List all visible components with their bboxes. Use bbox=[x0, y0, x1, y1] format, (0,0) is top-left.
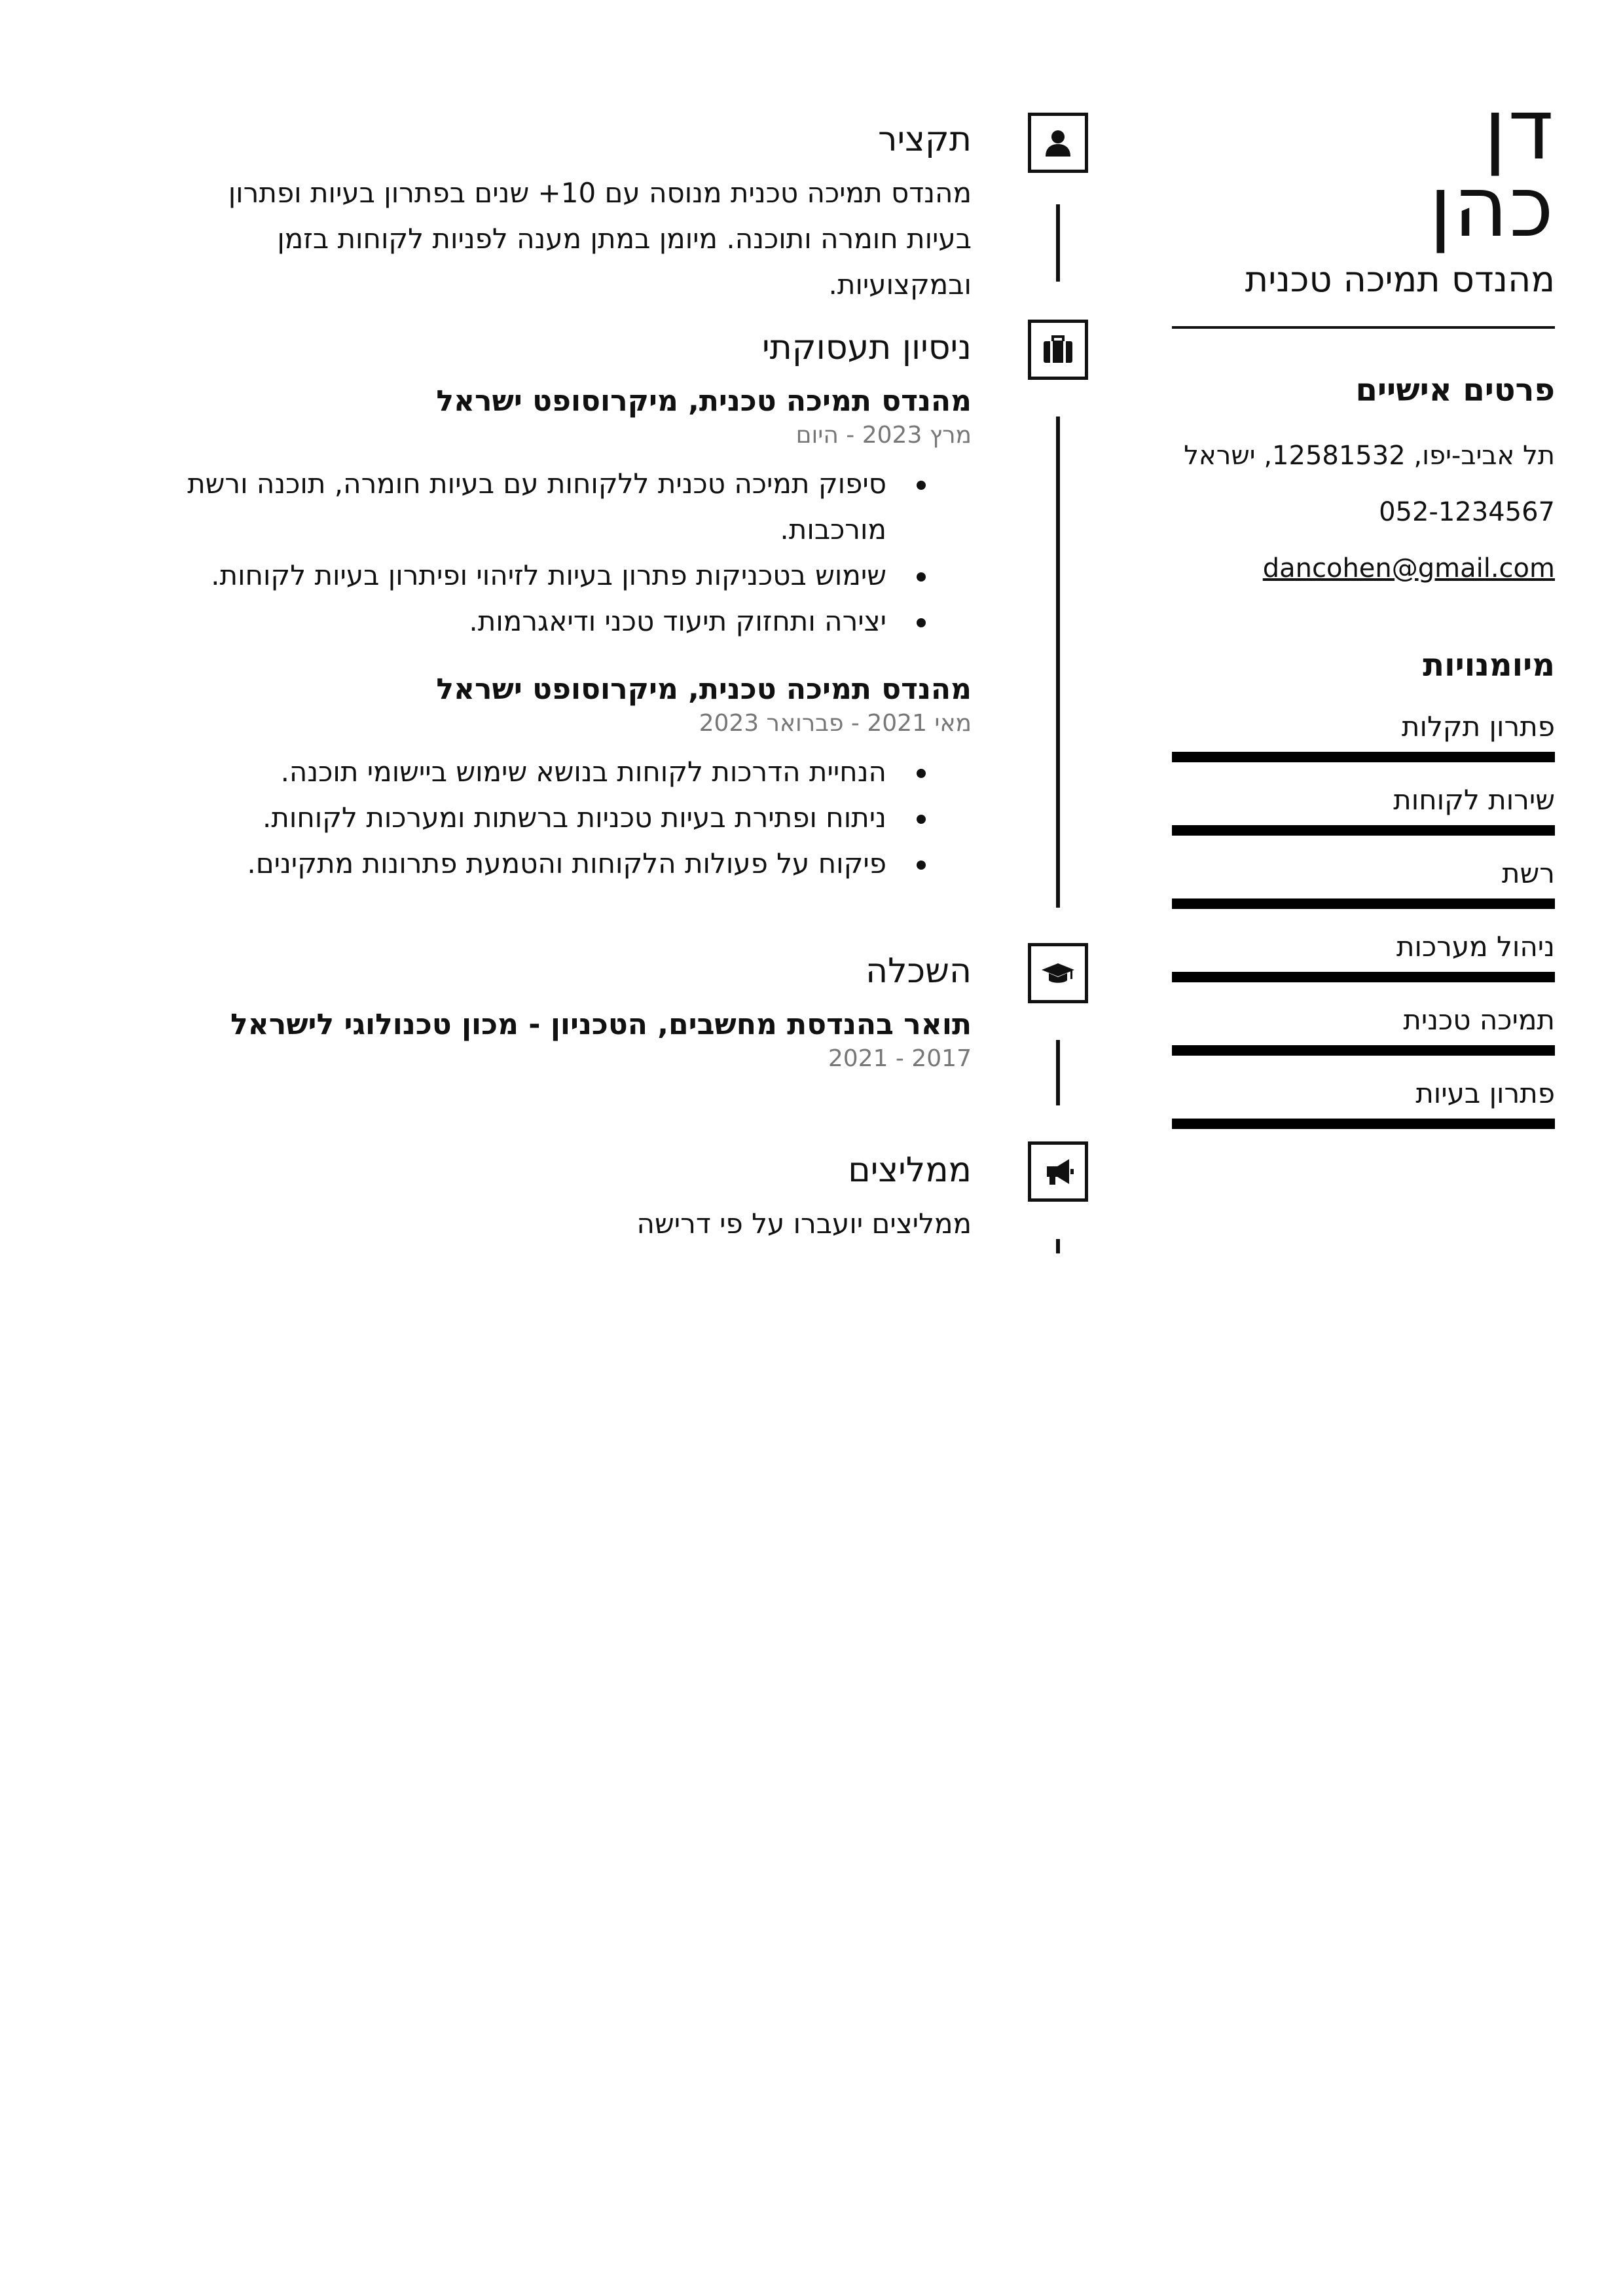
experience-section bbox=[160, 325, 972, 887]
education-title: השכלה bbox=[866, 952, 972, 991]
divider bbox=[1172, 326, 1555, 329]
graduation-cap-icon bbox=[1028, 943, 1088, 1003]
skills-heading: מיומנויות bbox=[1423, 647, 1555, 684]
candidate-name bbox=[1172, 81, 1555, 256]
references-section bbox=[160, 1147, 972, 1247]
skill-level-fill bbox=[1172, 972, 1555, 982]
job-bullets bbox=[160, 461, 972, 644]
summary-text: מהנדס תמיכה טכנית מנוסה עם 10+ שנים בפתרון בעיות ופתרון בעיות חומרה ותוכנה. מיומן במתן מענה לפניות לקוחות בזמן ובמקצועיות. bbox=[228, 177, 972, 301]
sidebar bbox=[1172, 81, 1555, 1129]
job-dates: מרץ 2023 - היום bbox=[795, 422, 972, 449]
skill-label: שירות לקוחות bbox=[1393, 784, 1555, 816]
skill-level-bar bbox=[1172, 825, 1555, 836]
skill-level-fill bbox=[1172, 1045, 1555, 1056]
megaphone-icon bbox=[1028, 1141, 1088, 1202]
references-text: ממליצים יועברו על פי דרישה bbox=[636, 1208, 972, 1240]
skill-level-fill bbox=[1172, 752, 1555, 762]
summary-section bbox=[160, 117, 972, 308]
job-bullet: יצירה ותחזוק תיעוד טכני ודיאגרמות. bbox=[160, 599, 886, 644]
skill-item bbox=[1172, 929, 1555, 982]
skill-level-bar bbox=[1172, 752, 1555, 762]
education-entry bbox=[160, 1006, 972, 1074]
job-bullet: הנחיית הדרכות לקוחות בנושא שימוש ביישומי תוכנה. bbox=[160, 749, 886, 795]
last-name: כהן bbox=[1429, 158, 1555, 256]
skill-level-fill bbox=[1172, 898, 1555, 909]
personal-details-heading: פרטים אישיים bbox=[1355, 372, 1555, 409]
job-title: מהנדס תמיכה טכנית bbox=[1245, 259, 1555, 300]
timeline-line bbox=[1056, 417, 1060, 908]
briefcase-icon bbox=[1028, 320, 1088, 380]
timeline-line bbox=[1056, 1239, 1060, 1253]
email-link[interactable]: dancohen@gmail.com bbox=[1262, 553, 1555, 583]
user-icon bbox=[1028, 113, 1088, 173]
skill-level-bar bbox=[1172, 972, 1555, 982]
timeline-line bbox=[1056, 1040, 1060, 1105]
experience-title: ניסיון תעסוקתי bbox=[761, 328, 972, 367]
skill-level-bar bbox=[1172, 1119, 1555, 1129]
job-bullet: שימוש בטכניקות פתרון בעיות לזיהוי ופיתרון בעיות לקוחות. bbox=[160, 553, 886, 599]
skill-item bbox=[1172, 1075, 1555, 1129]
skill-level-bar bbox=[1172, 1045, 1555, 1056]
job-bullets bbox=[160, 749, 972, 887]
skill-label: ניהול מערכות bbox=[1396, 931, 1555, 963]
first-name: דן bbox=[1484, 81, 1555, 179]
skill-label: תמיכה טכנית bbox=[1403, 1004, 1555, 1036]
job-bullet: ניתוח ופתירת בעיות טכניות ברשתות ומערכות לקוחות. bbox=[160, 795, 886, 841]
skill-label: פתרון בעיות bbox=[1415, 1077, 1555, 1109]
job-title: מהנדס תמיכה טכנית, מיקרוסופט ישראל bbox=[436, 384, 972, 418]
references-title: ממליצים bbox=[848, 1151, 972, 1190]
job-title: מהנדס תמיכה טכנית, מיקרוסופט ישראל bbox=[436, 673, 972, 706]
skill-level-fill bbox=[1172, 825, 1555, 836]
job-dates: מאי 2021 - פברואר 2023 bbox=[699, 710, 972, 737]
jobs-list bbox=[160, 382, 972, 887]
job-entry bbox=[160, 671, 972, 887]
summary-title: תקציר bbox=[878, 120, 972, 159]
skill-label: רשת bbox=[1501, 857, 1555, 889]
skill-item bbox=[1172, 782, 1555, 836]
email-line bbox=[1172, 551, 1555, 585]
degree: תואר בהנדסת מחשבים, הטכניון - מכון טכנולוגי לישראל bbox=[230, 1008, 972, 1041]
skill-level-fill bbox=[1172, 1119, 1555, 1129]
skill-item bbox=[1172, 709, 1555, 762]
address: תל אביב-יפו, 12581532, ישראל bbox=[1184, 441, 1555, 471]
skills-list bbox=[1172, 709, 1555, 1129]
job-bullet: פיקוח על פעולות הלקוחות והטמעת פתרונות מתקינים. bbox=[160, 841, 886, 887]
skill-level-bar bbox=[1172, 898, 1555, 909]
skill-item bbox=[1172, 1002, 1555, 1056]
skill-label: פתרון תקלות bbox=[1401, 711, 1555, 743]
education-section bbox=[160, 948, 972, 1074]
phone: 052-1234567 bbox=[1379, 497, 1555, 527]
education-dates: 2017 - 2021 bbox=[828, 1045, 972, 1072]
timeline-line bbox=[1056, 204, 1060, 282]
skill-item bbox=[1172, 855, 1555, 909]
job-entry bbox=[160, 382, 972, 644]
job-bullet: סיפוק תמיכה טכנית ללקוחות עם בעיות חומרה, תוכנה ורשת מורכבות. bbox=[160, 461, 886, 553]
